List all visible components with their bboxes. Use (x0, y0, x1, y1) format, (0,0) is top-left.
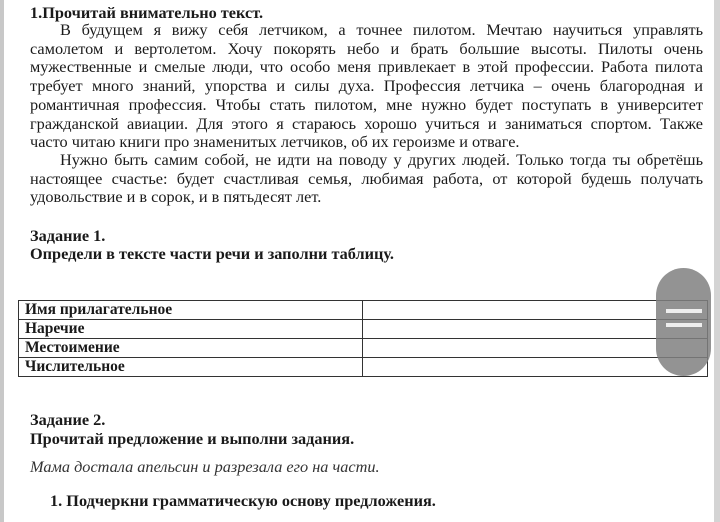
row-label: Наречие (19, 320, 363, 339)
example-sentence: Мама достала апельсин и разрезала его на части. (30, 457, 380, 476)
parts-of-speech-table (18, 300, 708, 377)
zadanie1-instruction: Определи в тексте части речи и заполни таблицу. (30, 244, 394, 263)
text-line: требует много знаний, упорства и силы духа. Профессия летчика – очень благородная и (30, 76, 703, 95)
zadanie2-heading: Задание 2. (30, 410, 106, 429)
page-border-left (0, 0, 4, 522)
zadanie2-instruction: Прочитай предложение и выполни задания. (30, 429, 355, 448)
text-line: Нужно быть самим собой, не идти на поводу у других людей. Только тогда ты обретёшь (60, 150, 703, 169)
table-row (19, 320, 708, 339)
zadanie1-heading: Задание 1. (30, 226, 106, 245)
text-line: самолетом и вертолетом. Хочу покорять небо и брать большие высоты. Пилоты очень (30, 39, 703, 58)
text-line: мужественные и смелые люди, что особо меня привлекает в этой профессии. Работа пилота (30, 57, 703, 76)
table-row (19, 358, 708, 377)
text-line: романтичная профессия. Чтобы стать пилотом, мне нужно будет поступать в университет (30, 95, 703, 114)
grip-line-icon (666, 309, 702, 313)
answer-cell[interactable] (363, 358, 708, 377)
text-line: гражданской авиации. Для этого я стараюсь хорошо учиться и заниматься спортом. Также (30, 114, 703, 133)
row-label: Имя прилагательное (19, 301, 363, 320)
table-row (19, 339, 708, 358)
text-line: удовольствие и в сорок, и в пятьдесят лет. (30, 187, 322, 206)
row-label: Числительное (19, 358, 363, 377)
task-item-1: 1. Подчеркни грамматическую основу предложения. (50, 491, 436, 510)
task1-title: 1.Прочитай внимательно текст. (30, 3, 264, 22)
text-line: настоящее счастье: будет счастливая семья, любимая работа, от которой будешь получать (30, 169, 703, 188)
table-row (19, 301, 708, 320)
scroll-handle[interactable] (656, 268, 711, 376)
text-line: В будущем я вижу себя летчиком, а точнее пилотом. Мечтаю научиться управлять (60, 20, 703, 39)
row-label: Местоимение (19, 339, 363, 358)
text-line: часто читаю книги про знаменитых летчиков, об их героизме и отваге. (30, 132, 520, 151)
grip-line-icon (666, 323, 702, 327)
page-border-right (714, 0, 720, 522)
